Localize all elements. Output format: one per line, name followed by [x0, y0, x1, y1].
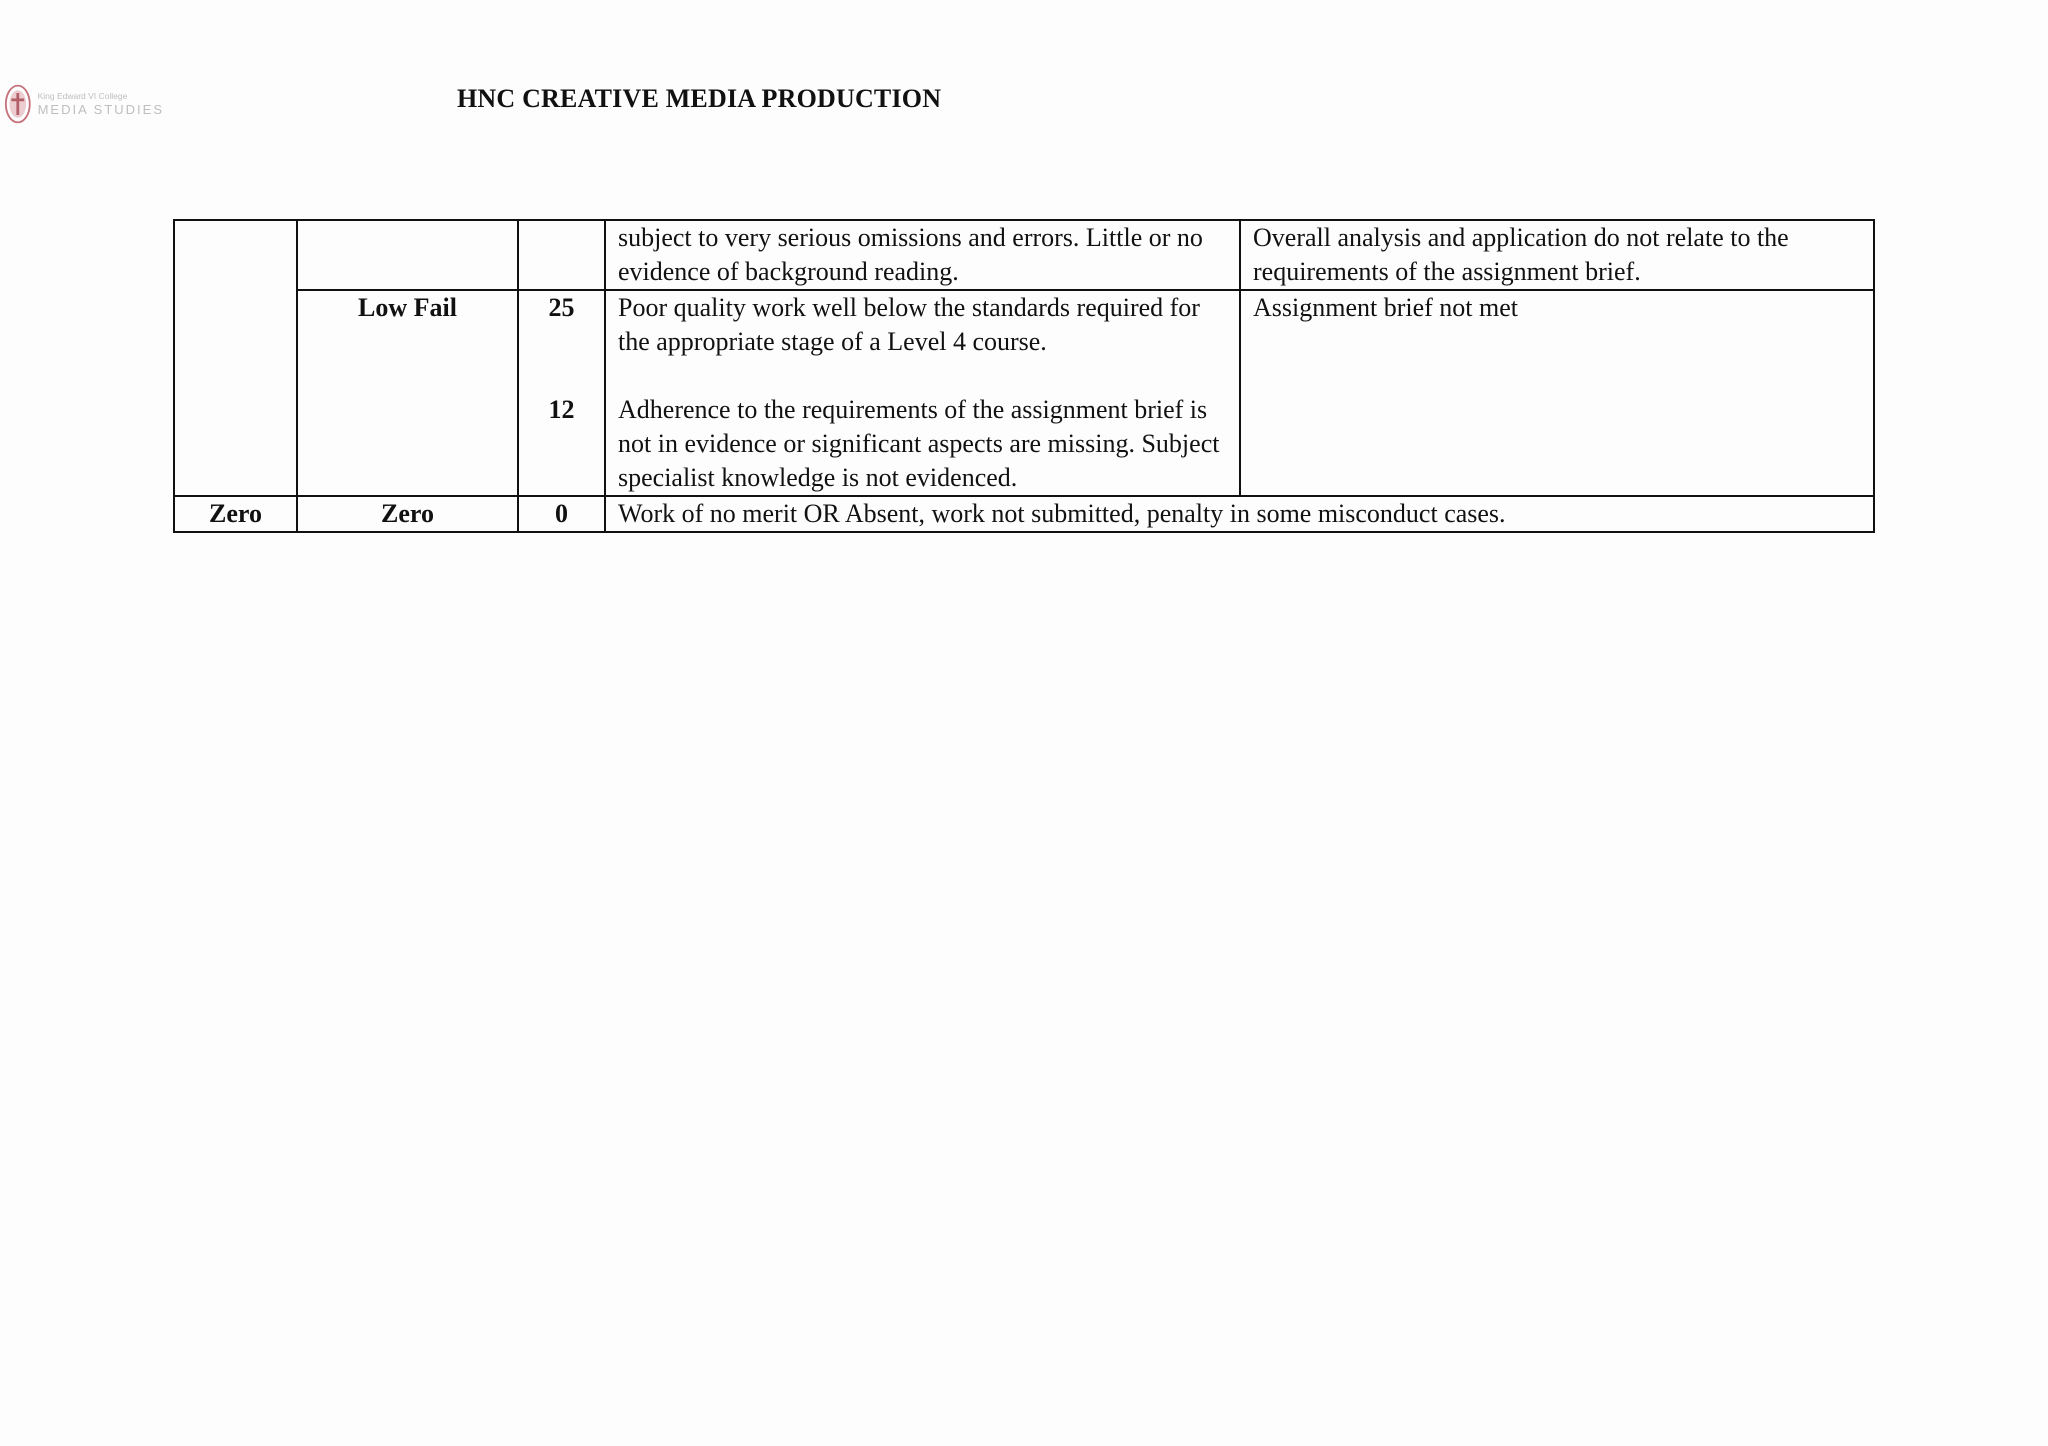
grade-cell: Zero	[297, 496, 518, 532]
descriptor-cell: Work of no merit OR Absent, work not submitted, penalty in some misconduct cases.	[605, 496, 1874, 532]
page-title: HNC CREATIVE MEDIA PRODUCTION	[457, 84, 942, 113]
mark-high: 25	[548, 293, 575, 322]
mark-cell	[518, 290, 605, 496]
band-cell: Zero	[174, 496, 297, 532]
table-row	[174, 496, 1874, 532]
college-logo	[4, 80, 164, 128]
grading-criteria-table	[173, 219, 1875, 533]
logo-department-name: MEDIA STUDIES	[37, 102, 164, 118]
band-cell	[174, 220, 297, 496]
outcome-cell: Assignment brief not met	[1240, 290, 1874, 496]
descriptor-cell	[605, 290, 1240, 496]
mark-low: 12	[548, 395, 575, 424]
grade-cell	[297, 220, 518, 290]
logo-college-name: King Edward VI College	[37, 90, 128, 101]
descriptor-cell: subject to very serious omissions and errors. Little or no evidence of background reading.	[605, 220, 1240, 290]
outcome-cell: Overall analysis and application do not relate to the requirements of the assignment brief.	[1240, 220, 1874, 290]
logo-text	[38, 92, 164, 117]
descriptor-high: Poor quality work well below the standards required for the appropriate stage of a Level 4 course.	[618, 293, 1200, 356]
mark-cell	[518, 220, 605, 290]
descriptor-low: Adherence to the requirements of the assignment brief is not in evidence or significant aspects are missing. Subject specialist knowledge is not evidenced.	[618, 395, 1220, 492]
crest-icon	[4, 81, 32, 127]
table-row	[174, 290, 1874, 496]
mark-cell: 0	[518, 496, 605, 532]
grade-cell: Low Fail	[297, 290, 518, 496]
table-row	[174, 220, 1874, 290]
